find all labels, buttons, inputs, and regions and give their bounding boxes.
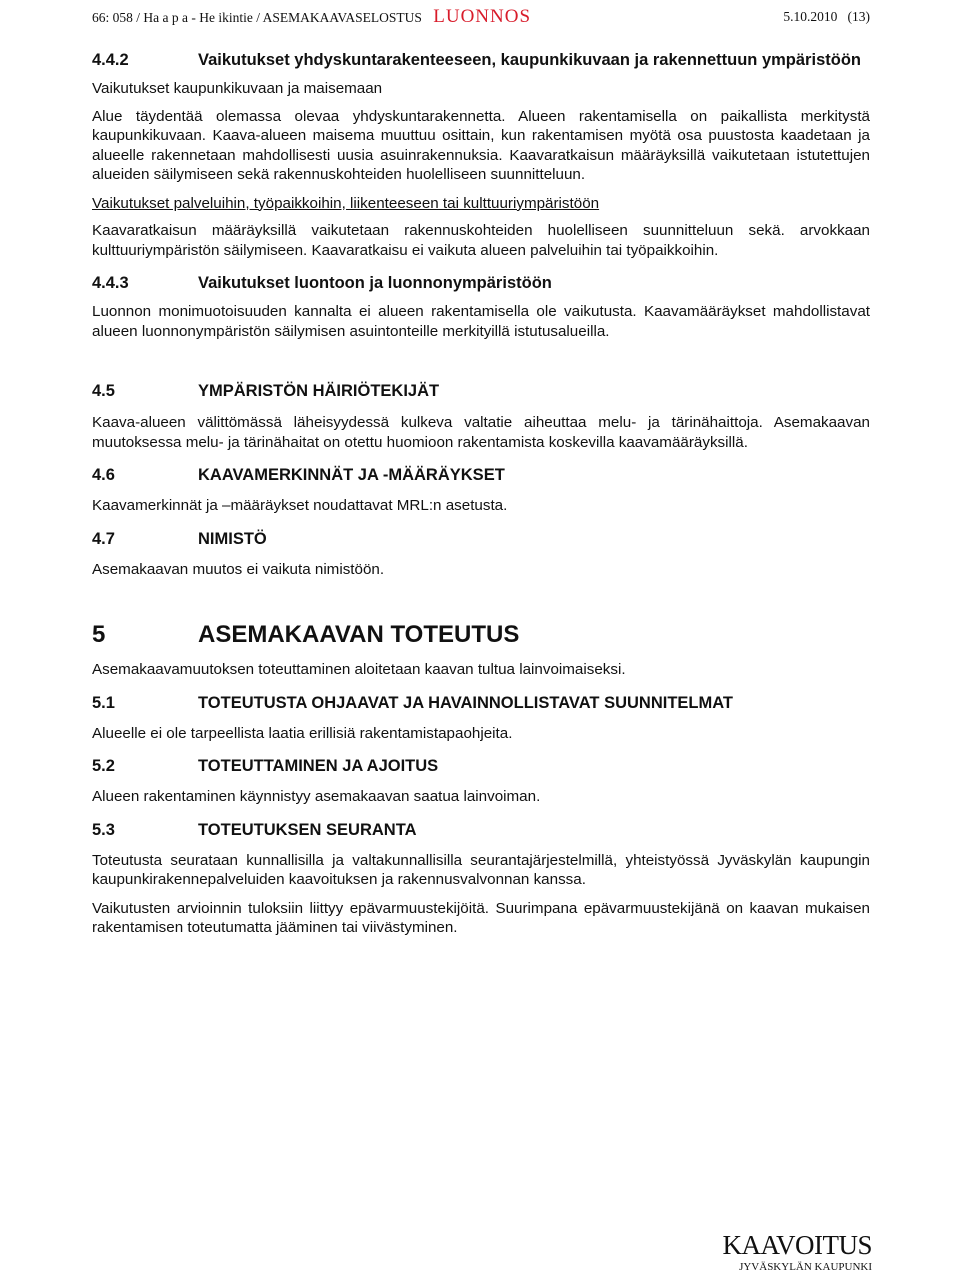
document-path: 66: 058 / Ha a p a - He ikintie / ASEMAKAAVASELOSTUS	[92, 10, 422, 25]
paragraph: Alueelle ei ole tarpeellista laatia erillisiä rakentamistapaohjeita.	[92, 724, 513, 742]
section-heading-4-4-3	[92, 273, 870, 293]
section-title: YMPÄRISTÖN HÄIRIÖTEKIJÄT	[198, 382, 440, 400]
section-title: KAAVAMERKINNÄT JA -MÄÄRÄYKSET	[198, 466, 505, 484]
chapter-heading-5	[92, 620, 870, 650]
section-heading-5-3	[92, 820, 870, 840]
section-heading-4-7	[92, 529, 870, 549]
subheading: Vaikutukset kaupunkikuvaan ja maisemaan	[92, 80, 383, 97]
paragraph: Alue täydentää olemassa olevaa yhdyskuntarakennetta. Alueen rakentamisella on paikallista merkitystä kaupunkikuvaan. Kaava-alueen maisema muuttuu osittain, kun rakentamisen myötä osa puustosta kaadetaan ja alueelle rakennetaan mahdollisesti uusia asuinrakennuksia. Kaavaratkaisun määräyksillä vaikutetaan istutettujen alueiden säilymiseen sekä rakennuskohteiden huolelliseen suunnitteluun.	[92, 107, 870, 183]
section-title: TOTEUTUSTA OHJAAVAT JA HAVAINNOLLISTAVAT SUUNNITELMAT	[198, 693, 734, 712]
section-heading-4-5	[92, 381, 870, 401]
paragraph: Kaavaratkaisun määräyksillä vaikutetaan rakennuskohteiden huolelliseen suunnitteluun sekä. arvokkaan kulttuuriympäristön säilymiseen. Kaavaratkaisu ei vaikuta alueen palveluihin tai työpaikkoihin.	[92, 222, 870, 259]
page-number: (13)	[847, 9, 870, 24]
document-body	[92, 50, 870, 938]
section-title: TOTEUTUKSEN SEURANTA	[198, 820, 417, 839]
section-title: TOTEUTTAMINEN JA AJOITUS	[198, 757, 439, 775]
paragraph: Asemakaavan muutos ei vaikuta nimistöön.	[92, 560, 385, 578]
document-date: 5.10.2010	[783, 9, 838, 24]
page-header	[92, 6, 870, 28]
section-number: 4.5	[92, 382, 115, 400]
section-title: NIMISTÖ	[198, 529, 267, 548]
paragraph: Vaikutusten arvioinnin tuloksiin liittyy epävarmuustekijöitä. Suurimpana epävarmuustekijänä on kaavan mukaisen rakentamisen toteutumatta jääminen tai viivästyminen.	[92, 899, 870, 936]
section-heading-4-4-2	[92, 50, 870, 70]
brand-name: KAAVOITUS	[722, 1230, 872, 1260]
draft-stamp: LUONNOS	[433, 6, 532, 27]
paragraph: Kaava-alueen välittömässä läheisyydessä kulkeva valtatie aiheuttaa melu- ja tärinähaittoja. Asemakaavan muutoksessa melu- ja tärinähaitat on otettu huomioon rakentamista koskevilla kaavamääräyksillä.	[92, 414, 870, 451]
footer-logo	[722, 1230, 872, 1274]
section-number: 5.1	[92, 693, 115, 712]
section-title: Vaikutukset luontoon ja luonnonympäristöön	[198, 274, 552, 292]
paragraph: Alueen rakentaminen käynnistyy asemakaavan saatua lainvoiman.	[92, 788, 541, 805]
section-number: 5.3	[92, 820, 115, 839]
chapter-title: ASEMAKAAVAN TOTEUTUS	[198, 621, 520, 648]
section-heading-4-6	[92, 465, 870, 485]
paragraph: Toteutusta seurataan kunnallisilla ja valtakunnallisilla seurantajärjestelmillä, yhteistyössä Jyväskylän kaupungin kaupunkirakennepalveluiden kaavoituksen ja rakennusvalvonnan kanssa.	[92, 851, 870, 888]
brand-city: JYVÄSKYLÄN KAUPUNKI	[739, 1261, 872, 1273]
section-number: 4.6	[92, 466, 115, 484]
paragraph: Asemakaavamuutoksen toteuttaminen aloitetaan kaavan tultua lainvoimaiseksi.	[92, 661, 626, 678]
paragraph: Luonnon monimuotoisuuden kannalta ei alueen rakentamisella ole vaikutusta. Kaavamääräykset mahdollistavat alueen luonnonympäristön säilymisen asuintonteille merkityillä istutusalueilla.	[92, 303, 870, 340]
section-number: 4.4.2	[92, 51, 129, 69]
section-heading-5-1	[92, 693, 870, 713]
section-number: 4.4.3	[92, 274, 129, 292]
subheading-underlined: Vaikutukset palveluihin, työpaikkoihin, liikenteeseen tai kulttuuriympäristöön	[92, 194, 600, 212]
section-title: Vaikutukset yhdyskuntarakenteeseen, kaupunkikuvaan ja rakennettuun ympäristöön	[198, 51, 861, 69]
section-number: 4.7	[92, 529, 115, 548]
chapter-number: 5	[92, 621, 106, 648]
paragraph: Kaavamerkinnät ja –määräykset noudattavat MRL:n asetusta.	[92, 497, 508, 514]
section-number: 5.2	[92, 757, 115, 775]
section-heading-5-2	[92, 756, 870, 776]
